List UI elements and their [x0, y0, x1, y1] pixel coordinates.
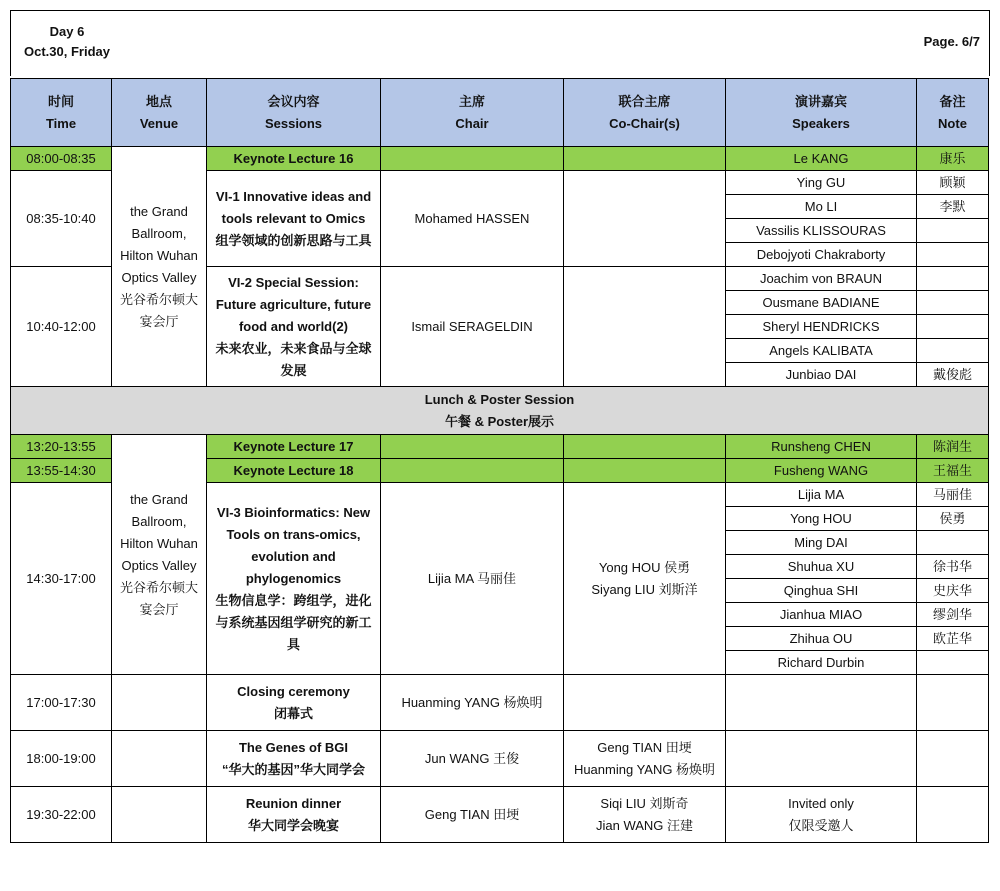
day-label: Day 6 [49, 24, 85, 39]
note-cell: 史庆华 [917, 579, 989, 603]
cochair-cell: Geng TIAN 田埂 Huanming YANG 杨焕明 [564, 731, 726, 787]
note-cell [917, 339, 989, 363]
note-cell [917, 315, 989, 339]
cochair-cell: Siqi LIU 刘斯奇 Jian WANG 汪建 [564, 787, 726, 843]
note-cell: 陈润生 [917, 435, 989, 459]
speaker-cell: Invited only 仅限受邀人 [726, 787, 917, 843]
speaker-cell: Zhihua OU [726, 627, 917, 651]
chair-cell [381, 147, 564, 171]
note-cell [917, 243, 989, 267]
cochair-cell [564, 459, 726, 483]
note-cell: 马丽佳 [917, 483, 989, 507]
speaker-cell: Fusheng WANG [726, 459, 917, 483]
note-cell [917, 651, 989, 675]
speaker-cell: Yong HOU [726, 507, 917, 531]
note-cell [917, 787, 989, 843]
session-title: Keynote Lecture 17 [207, 435, 381, 459]
lunch-row [11, 387, 989, 435]
page-number: Page. 6/7 [923, 34, 980, 49]
chair-cell: Huanming YANG 杨焕明 [381, 675, 564, 731]
cochair-cell [564, 171, 726, 267]
note-cell [917, 531, 989, 555]
time-cell: 13:20-13:55 [11, 435, 112, 459]
speaker-cell: Ming DAI [726, 531, 917, 555]
table-row [11, 731, 989, 787]
cochair-cell [564, 147, 726, 171]
speaker-cell [726, 731, 917, 787]
time-cell: 08:00-08:35 [11, 147, 112, 171]
date-label: Oct.30, Friday [24, 44, 110, 59]
session-title: Keynote Lecture 18 [207, 459, 381, 483]
speaker-cell: Lijia MA [726, 483, 917, 507]
speaker-cell: Le KANG [726, 147, 917, 171]
time-cell: 13:55-14:30 [11, 459, 112, 483]
cochair-cell [564, 675, 726, 731]
note-cell: 王福生 [917, 459, 989, 483]
speaker-cell: Joachim von BRAUN [726, 267, 917, 291]
frame-right-border [989, 10, 990, 76]
col-sessions-header: 会议内容 Sessions [207, 79, 381, 147]
venue-cell [112, 787, 207, 843]
note-cell: 戴俊彪 [917, 363, 989, 387]
speaker-cell: Qinghua SHI [726, 579, 917, 603]
time-cell: 10:40-12:00 [11, 267, 112, 387]
chair-cell: Mohamed HASSEN [381, 171, 564, 267]
col-speakers-header: 演讲嘉宾 Speakers [726, 79, 917, 147]
note-cell: 侯勇 [917, 507, 989, 531]
cochair-cell: Yong HOU 侯勇 Siyang LIU 刘斯洋 [564, 483, 726, 675]
speaker-cell: Sheryl HENDRICKS [726, 315, 917, 339]
venue-cell: the Grand Ballroom, Hilton Wuhan Optics Valley 光谷希尔顿大 宴会厅 [112, 147, 207, 387]
note-cell [917, 267, 989, 291]
session-title: VI-1 Innovative ideas and tools relevant to Omics 组学领域的创新思路与工具 [207, 171, 381, 267]
speaker-cell: Jianhua MIAO [726, 603, 917, 627]
session-title: Reunion dinner 华大同学会晚宴 [207, 787, 381, 843]
session-title: The Genes of BGI “华大的基因”华大同学会 [207, 731, 381, 787]
frame-left-border [10, 10, 11, 76]
table-row [11, 675, 989, 731]
note-cell [917, 291, 989, 315]
time-cell: 17:00-17:30 [11, 675, 112, 731]
time-cell: 18:00-19:00 [11, 731, 112, 787]
frame-top-border [10, 10, 990, 11]
chair-cell: Lijia MA 马丽佳 [381, 483, 564, 675]
chair-cell: Ismail SERAGELDIN [381, 267, 564, 387]
speaker-cell: Mo LI [726, 195, 917, 219]
time-cell: 14:30-17:00 [11, 483, 112, 675]
note-cell: 康乐 [917, 147, 989, 171]
col-note-header: 备注 Note [917, 79, 989, 147]
chair-cell [381, 435, 564, 459]
session-title: Closing ceremony 闭幕式 [207, 675, 381, 731]
speaker-cell [726, 675, 917, 731]
cochair-cell [564, 435, 726, 459]
schedule-table [10, 78, 989, 843]
speaker-cell: Debojyoti Chakraborty [726, 243, 917, 267]
col-time-header: 时间 Time [11, 79, 112, 147]
note-cell [917, 731, 989, 787]
speaker-cell: Vassilis KLISSOURAS [726, 219, 917, 243]
speaker-cell: Runsheng CHEN [726, 435, 917, 459]
time-cell: 19:30-22:00 [11, 787, 112, 843]
time-cell: 08:35-10:40 [11, 171, 112, 267]
col-cochair-header: 联合主席 Co-Chair(s) [564, 79, 726, 147]
lunch-session: Lunch & Poster Session 午餐 & Poster展示 [11, 387, 989, 435]
speaker-cell: Ying GU [726, 171, 917, 195]
note-cell: 徐书华 [917, 555, 989, 579]
cochair-cell [564, 267, 726, 387]
session-title: VI-2 Special Session: Future agriculture, future food and world(2) 未来农业，未来食品与全球 发展 [207, 267, 381, 387]
col-chair-header: 主席 Chair [381, 79, 564, 147]
venue-cell [112, 731, 207, 787]
note-cell: 李默 [917, 195, 989, 219]
speaker-cell: Ousmane BADIANE [726, 291, 917, 315]
day-title [24, 22, 110, 62]
header-row [11, 79, 989, 147]
speaker-cell: Junbiao DAI [726, 363, 917, 387]
chair-cell: Jun WANG 王俊 [381, 731, 564, 787]
note-cell [917, 675, 989, 731]
table-row [11, 435, 989, 459]
venue-cell [112, 675, 207, 731]
table-row [11, 787, 989, 843]
session-title: Keynote Lecture 16 [207, 147, 381, 171]
note-cell: 欧芷华 [917, 627, 989, 651]
note-cell: 缪剑华 [917, 603, 989, 627]
speaker-cell: Shuhua XU [726, 555, 917, 579]
chair-cell [381, 459, 564, 483]
chair-cell: Geng TIAN 田埂 [381, 787, 564, 843]
speaker-cell: Angels KALIBATA [726, 339, 917, 363]
col-venue-header: 地点 Venue [112, 79, 207, 147]
note-cell [917, 219, 989, 243]
table-row [11, 147, 989, 171]
session-title: VI-3 Bioinformatics: New Tools on trans-omics, evolution and phylogenomics 生物信息学：跨组学，进化 与系统基因组学研究的新工 具 [207, 483, 381, 675]
speaker-cell: Richard Durbin [726, 651, 917, 675]
venue-cell: the Grand Ballroom, Hilton Wuhan Optics Valley 光谷希尔顿大 宴会厅 [112, 435, 207, 675]
note-cell: 顾颖 [917, 171, 989, 195]
